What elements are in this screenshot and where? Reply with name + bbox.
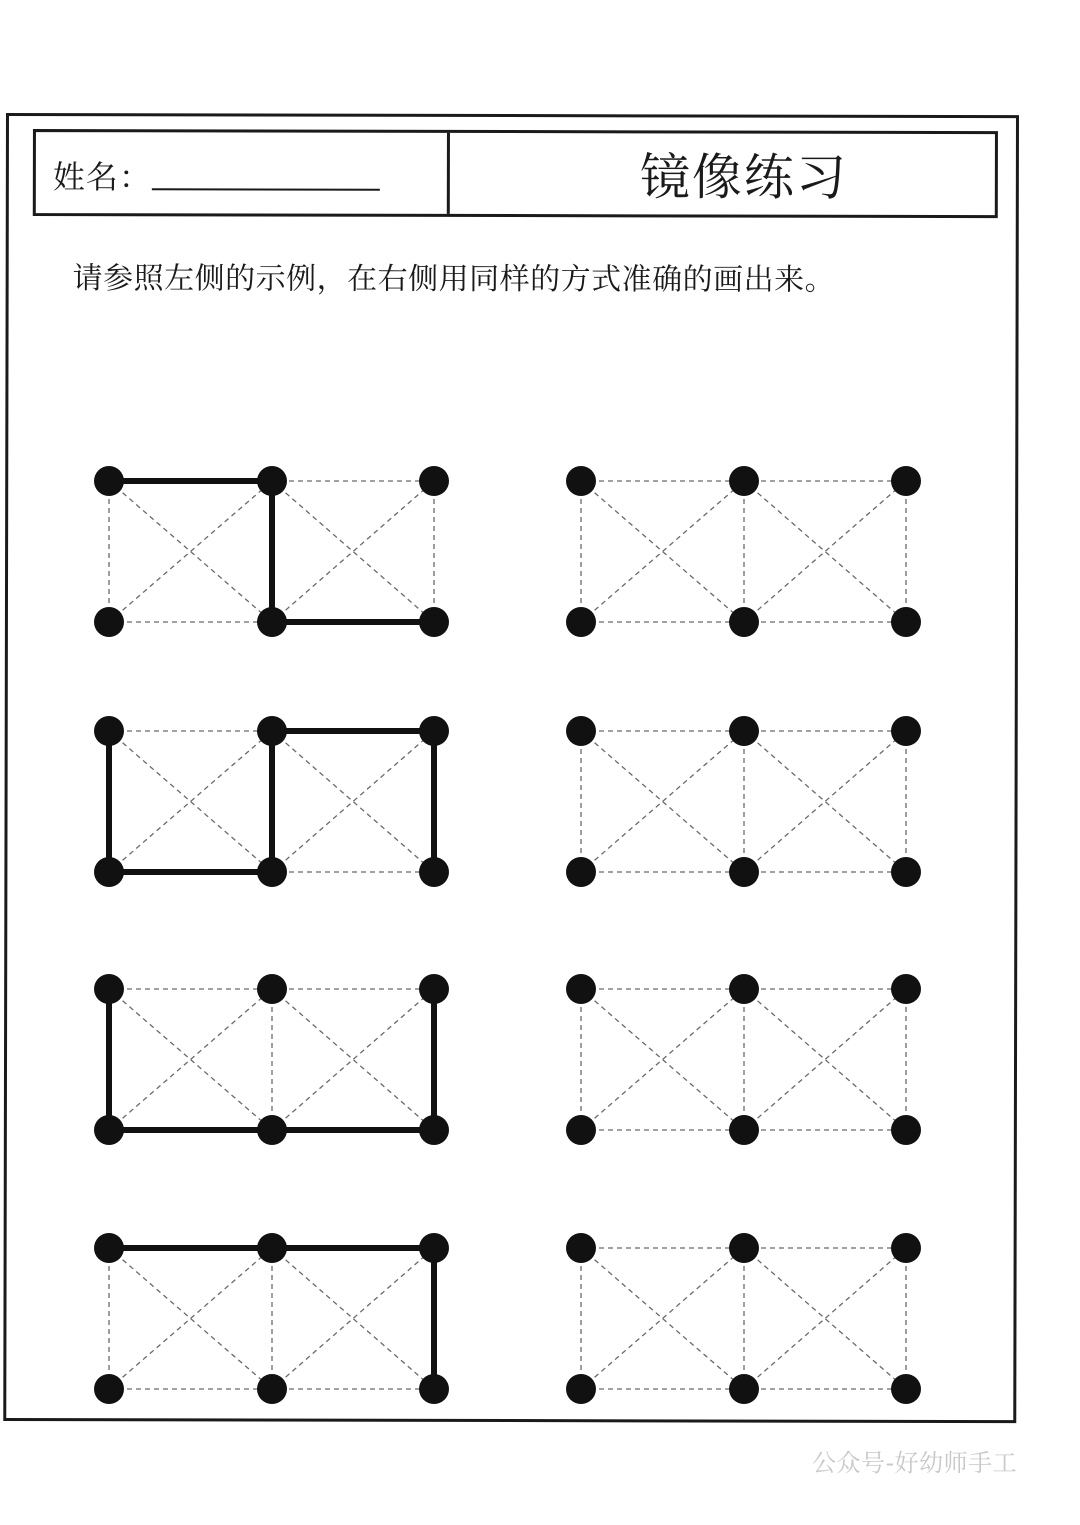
grid-dot[interactable]	[891, 466, 921, 496]
grid-dot[interactable]	[566, 857, 596, 887]
example-grid-3	[94, 974, 449, 1145]
grid-dot[interactable]	[729, 607, 759, 637]
grid-dot[interactable]	[566, 1233, 596, 1263]
practice-grid-1	[566, 466, 921, 637]
grid-dot[interactable]	[729, 1233, 759, 1263]
grid-dot[interactable]	[257, 466, 287, 496]
grid-dot[interactable]	[257, 716, 287, 746]
grid-dot[interactable]	[419, 466, 449, 496]
grid-dot[interactable]	[419, 1374, 449, 1404]
grid-dot[interactable]	[94, 974, 124, 1004]
grid-dot[interactable]	[419, 716, 449, 746]
grid-dot[interactable]	[729, 466, 759, 496]
grid-dot[interactable]	[566, 1374, 596, 1404]
grid-dot[interactable]	[891, 1374, 921, 1404]
grid-dot[interactable]	[891, 607, 921, 637]
grid-dot[interactable]	[729, 1115, 759, 1145]
example-grid-1	[94, 466, 449, 637]
grid-dot[interactable]	[729, 974, 759, 1004]
grid-dot[interactable]	[257, 1233, 287, 1263]
example-grid-2	[94, 716, 449, 887]
practice-grid-4	[566, 1233, 921, 1404]
grid-dot[interactable]	[891, 974, 921, 1004]
grid-dot[interactable]	[419, 607, 449, 637]
name-label: 姓名：	[52, 158, 152, 197]
grid-dot[interactable]	[566, 716, 596, 746]
grid-dot[interactable]	[566, 1115, 596, 1145]
grid-dot[interactable]	[566, 466, 596, 496]
grid-dot[interactable]	[419, 1115, 449, 1145]
grid-dot[interactable]	[419, 974, 449, 1004]
grid-dot[interactable]	[891, 716, 921, 746]
grid-dot[interactable]	[257, 607, 287, 637]
grid-dot[interactable]	[94, 1115, 124, 1145]
watermark: 公众号-好幼师手工	[812, 1449, 1018, 1477]
grid-dot[interactable]	[94, 857, 124, 887]
grid-dot[interactable]	[891, 857, 921, 887]
grid-dot[interactable]	[891, 1115, 921, 1145]
grid-dot[interactable]	[257, 857, 287, 887]
grid-dot[interactable]	[566, 607, 596, 637]
grid-dot[interactable]	[419, 1233, 449, 1263]
grid-dot[interactable]	[729, 857, 759, 887]
grid-dot[interactable]	[94, 466, 124, 496]
grid-dot[interactable]	[729, 716, 759, 746]
grid-dot[interactable]	[257, 1374, 287, 1404]
grid-dot[interactable]	[94, 1233, 124, 1263]
instruction-text: 请参照左侧的示例，在右侧用同样的方式准确的画出来。	[72, 261, 836, 298]
grid-dot[interactable]	[257, 1115, 287, 1145]
grid-dot[interactable]	[566, 974, 596, 1004]
practice-grid-3	[566, 974, 921, 1145]
grid-dot[interactable]	[729, 1374, 759, 1404]
grid-dot[interactable]	[94, 716, 124, 746]
example-grid-4	[94, 1233, 449, 1404]
grid-dot[interactable]	[891, 1233, 921, 1263]
page-title: 镜像练习	[639, 148, 848, 207]
grid-dot[interactable]	[94, 1374, 124, 1404]
practice-grid-2	[566, 716, 921, 887]
grid-dot[interactable]	[94, 607, 124, 637]
grid-dot[interactable]	[419, 857, 449, 887]
grid-dot[interactable]	[257, 974, 287, 1004]
